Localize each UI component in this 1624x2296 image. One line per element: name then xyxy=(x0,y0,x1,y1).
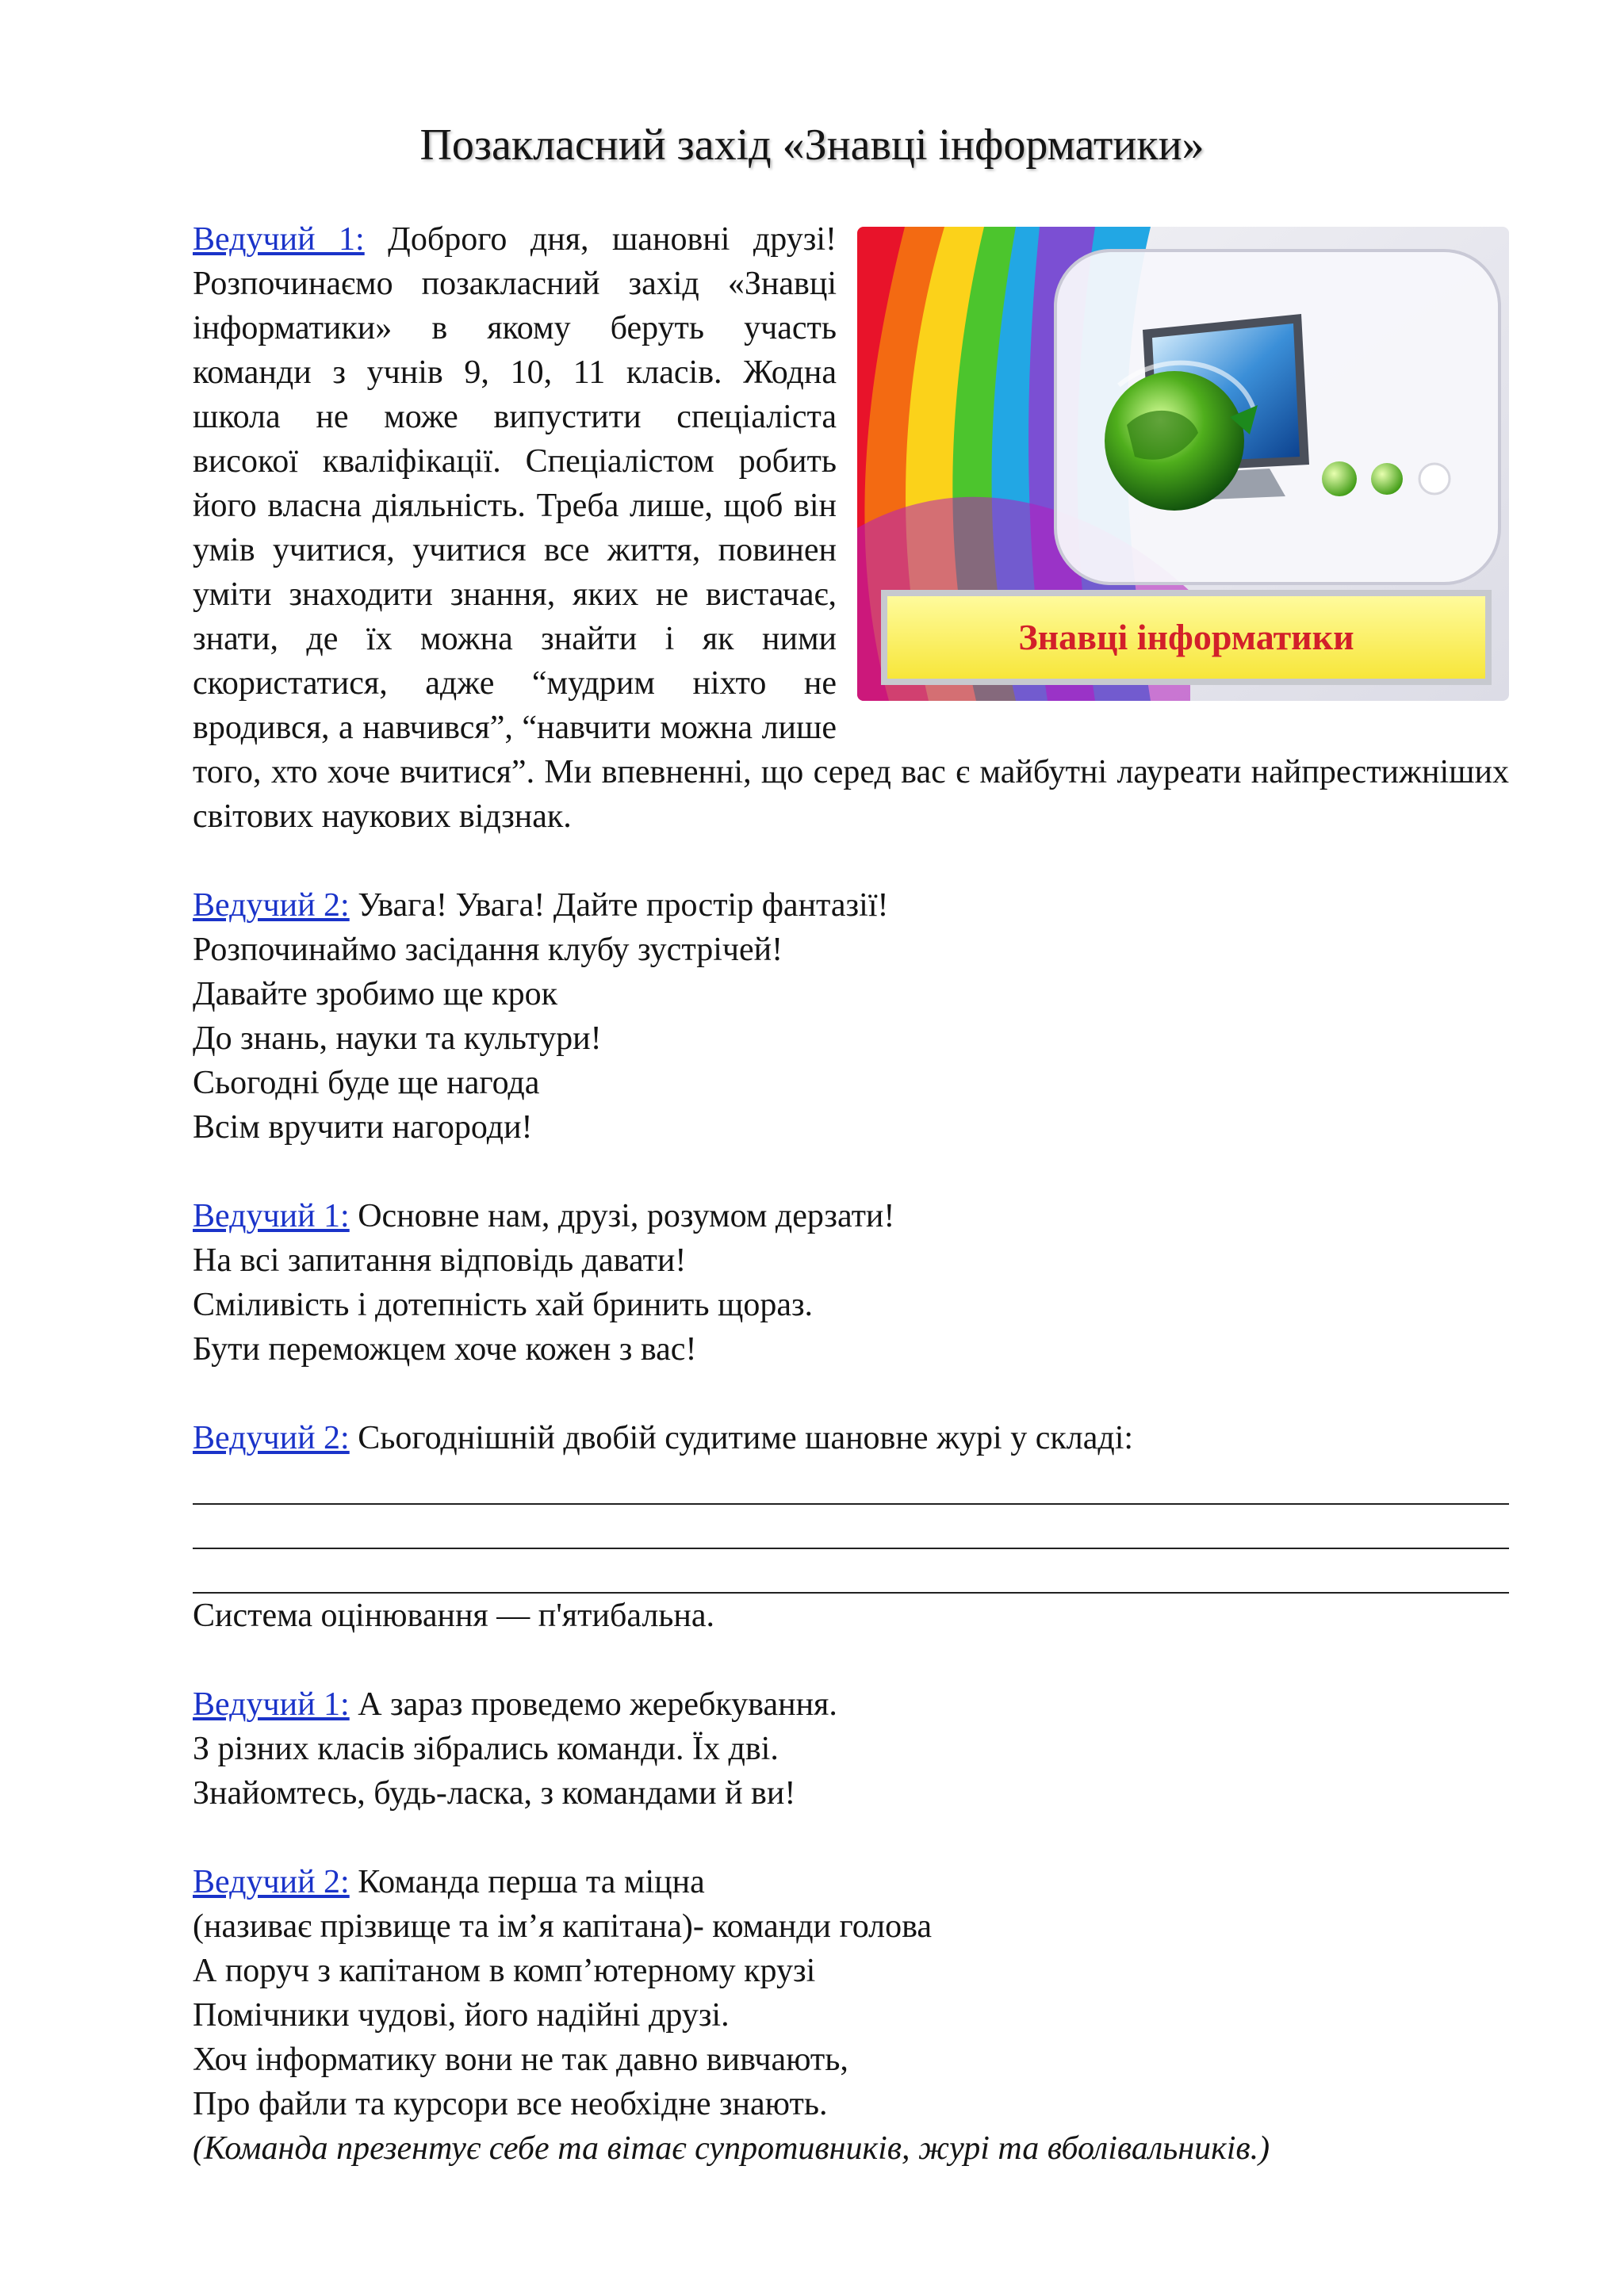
blank-line xyxy=(193,1549,1509,1594)
speaker-label: Ведучий 2: xyxy=(193,1864,350,1900)
dialogue-line: На всі запитання відповідь давати! xyxy=(193,1242,687,1279)
banner-caption: Знавці інформатики xyxy=(1018,617,1354,657)
dialogue-block xyxy=(193,1860,1509,2171)
dialogue-line: Бути переможцем хоче кожен з вас! xyxy=(193,1331,697,1368)
dialogue-line: Сьогодні буде ще нагода xyxy=(193,1065,540,1101)
line-text: Основне нам, друзі, розумом дерзати! xyxy=(349,1198,895,1234)
speaker-label: Ведучий 2: xyxy=(193,887,350,924)
speaker-label: Ведучий 2: xyxy=(193,1420,350,1456)
line-text: А зараз проведемо жеребкування. xyxy=(349,1686,837,1723)
dialogue-line: А поруч з капітаном в комп’ютерному крузі xyxy=(193,1953,816,1989)
intro-section xyxy=(193,217,1509,839)
dialogue-line: Хоч інформатику вони не так давно вивчають, xyxy=(193,2042,848,2078)
dialogue-block xyxy=(193,883,1509,1150)
dialogue-line: До знань, науки та культури! xyxy=(193,1020,602,1057)
line-text: Увага! Увага! Дайте простір фантазії! xyxy=(349,887,889,924)
dialogue-line: (називає прізвище та ім’я капітана)- команди голова xyxy=(193,1908,933,1945)
dialogue-line: Система оцінювання — п'ятибальна. xyxy=(193,1598,715,1634)
dialogue-line xyxy=(193,1860,1509,1904)
dialogue-line: Розпочинаймо засідання клубу зустрічей! xyxy=(193,932,783,968)
page-title: Позакласний захід «Знавці інформатики» xyxy=(419,121,1205,170)
dialogue-line: Всім вручити нагороди! xyxy=(193,1109,533,1146)
blank-line xyxy=(193,1460,1509,1505)
intro-text: Доброго дня, шановні друзі! Розпочинаємо позакласний захід «Знавці інформатики» в якому беруть участь команди з учнів 9, 10, 11 класів. Жодна школа не може випустити спеціаліста високої кваліфікації. Спеціалістом робить його власна діяльність. Треба лише, щоб він умів учитися, учитися все життя, повинен уміти знаходити знання, яких не вистачає, знати, де їх можна знайти і як ними скористатися, адже “мудрим ніхто не вродився, а навчився”, “навчити можна лише того, хто хоче вчитися”. Ми впевненні, що серед вас є майбутні лауреати найпрестижніших світових наукових відзнак. xyxy=(193,221,1509,835)
line-text: Команда перша та міцна xyxy=(349,1864,705,1900)
document-body xyxy=(193,217,1509,2171)
line-text: Сьогоднішній двобій судитиме шановне журі у складі: xyxy=(349,1420,1134,1456)
speaker-label: Ведучий 1: xyxy=(193,1198,350,1234)
speaker-label: Ведучий 1: xyxy=(193,221,365,258)
dialogue-line xyxy=(193,883,1509,928)
dialogue-line: Про файли та курсори все необхідне знають. xyxy=(193,2086,828,2122)
stage-direction: (Команда презентує себе та вітає супротивників, журі та вболівальників.) xyxy=(193,2130,1270,2167)
dialogue-line: Сміливість і дотепність хай бринить щораз. xyxy=(193,1287,814,1323)
blank-line xyxy=(193,1505,1509,1549)
dialogue-line xyxy=(193,1194,1509,1238)
dialogue-line: Помічники чудові, його надійні друзі. xyxy=(193,1997,730,2034)
dialogue-line: Давайте зробимо ще крок xyxy=(193,976,557,1012)
dialogue-line xyxy=(193,1416,1509,1460)
dialogue-block xyxy=(193,1416,1509,1638)
dialogue-block xyxy=(193,1682,1509,1816)
dialogue-line xyxy=(193,1682,1509,1727)
banner-image xyxy=(857,227,1509,701)
speaker-label: Ведучий 1: xyxy=(193,1686,350,1723)
dialogue-block xyxy=(193,1194,1509,1372)
dialogue-line: Знайомтесь, будь-ласка, з командами й ви! xyxy=(193,1775,796,1812)
dialogue-line: З різних класів зібрались команди. Їх дві. xyxy=(193,1731,779,1767)
